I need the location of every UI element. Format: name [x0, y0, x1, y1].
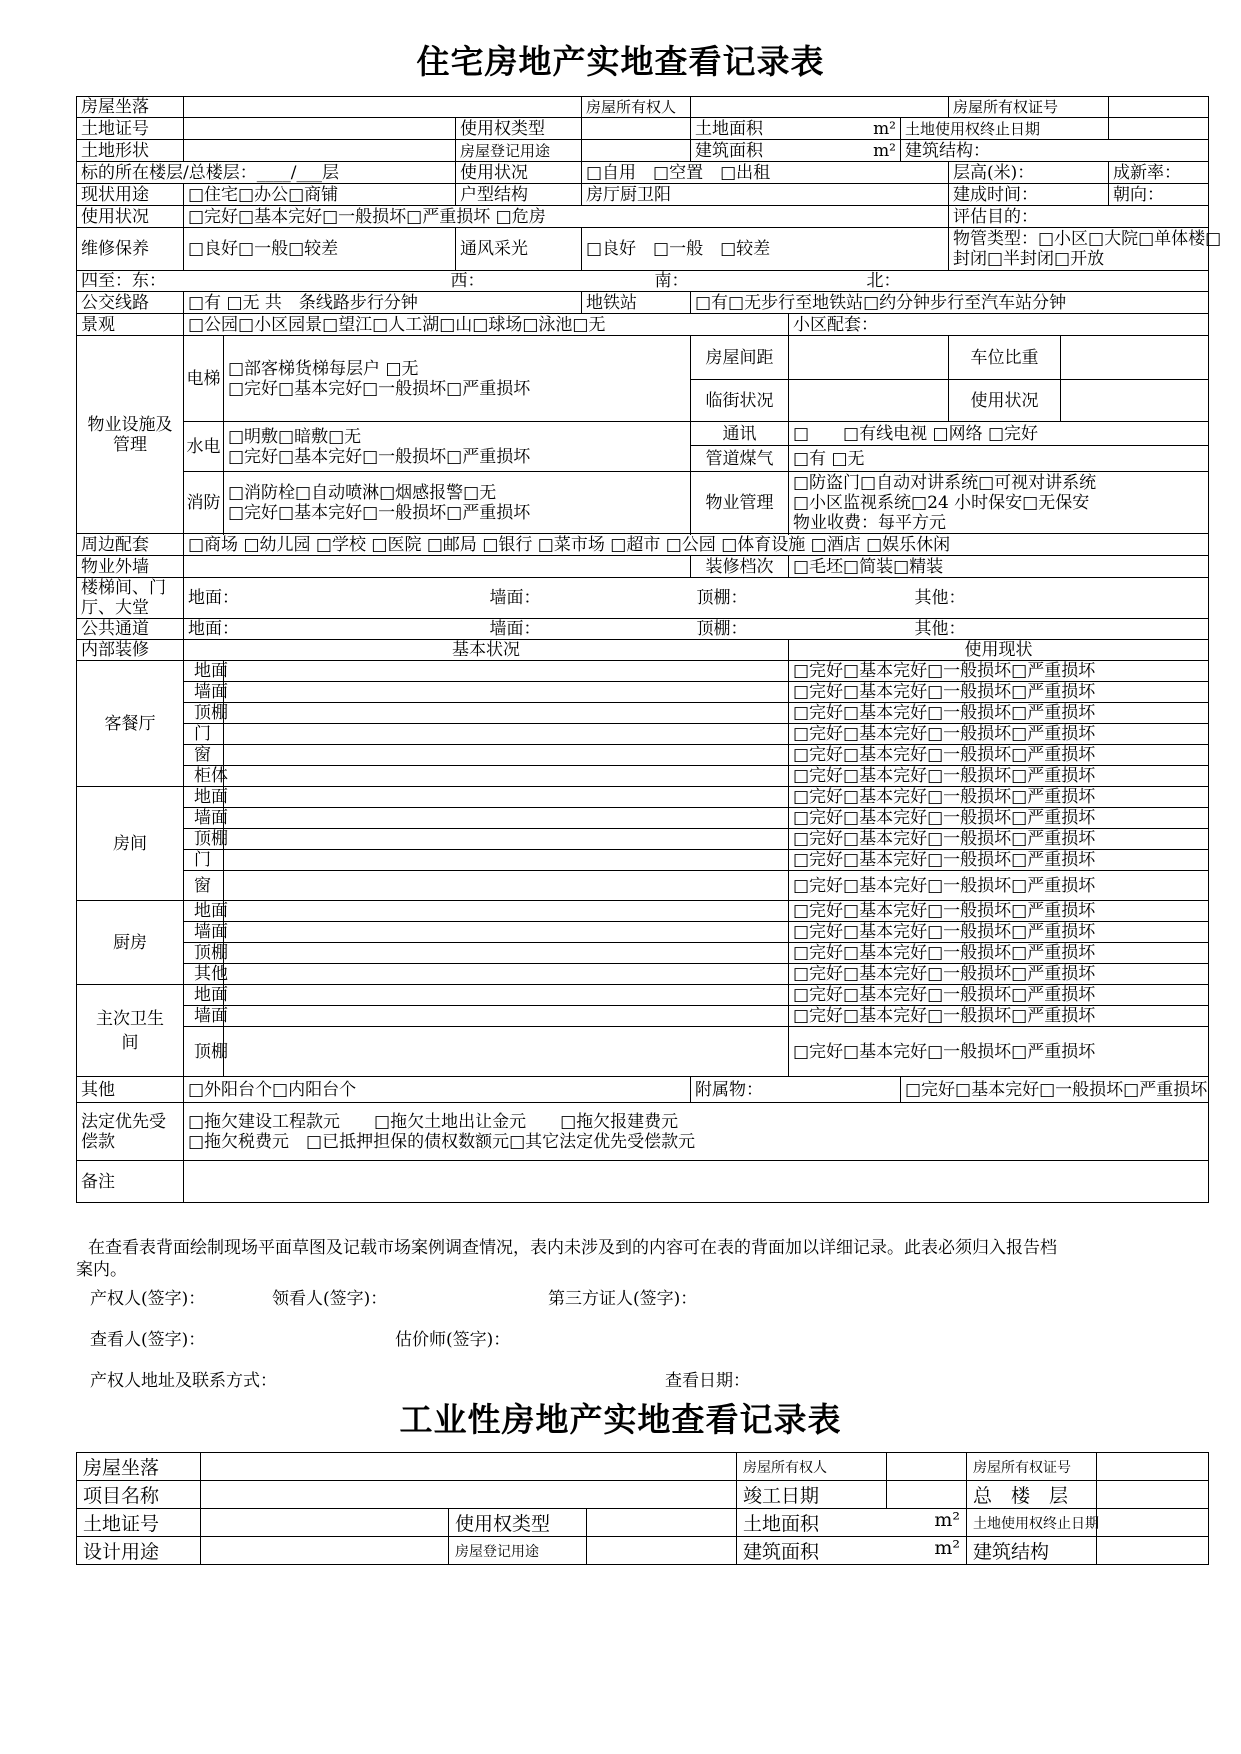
label-newness: 成新率：	[1109, 162, 1209, 184]
room-item-label: 其他	[184, 964, 224, 985]
room-condition-checkboxes[interactable]: □完好□基本完好□一般损坏□严重损坏	[789, 871, 1209, 901]
label-ind-location: 房屋坐落	[77, 1453, 201, 1481]
page-title-industrial: 工业性房地产实地查看记录表	[399, 1400, 842, 1439]
label-ind-floors: 总 楼 层	[967, 1481, 1097, 1509]
label-floor-level: 标的所在楼层/总楼层：____/___层	[77, 162, 456, 184]
room-item-label: 地面	[184, 985, 224, 1006]
checkbox-maintenance[interactable]: □良好□一般□较差	[184, 228, 456, 271]
input-ind-right-type[interactable]	[587, 1509, 737, 1537]
room-basic-condition-input[interactable]	[224, 901, 789, 922]
sig-guide[interactable]: 领看人(签字)：	[272, 1289, 388, 1309]
label-usage-status: 使用状况	[456, 162, 582, 184]
room-condition-checkboxes[interactable]: □完好□基本完好□一般损坏□严重损坏	[789, 745, 1209, 766]
checkbox-legal-priority[interactable]: □拖欠建设工程款元 □拖欠土地出让金元 □拖欠报建费元 □拖欠税费元 □已抵押担保的债权数额元□其它法定优先受偿款元	[184, 1103, 1209, 1161]
label-attachments: 附属物：	[691, 1077, 901, 1103]
corridor-row[interactable]: 地面： 墙面： 顶棚： 其他：	[184, 619, 1209, 640]
label-ind-right-type: 使用权类型	[449, 1509, 587, 1537]
room-basic-condition-input[interactable]	[224, 661, 789, 682]
label-usage-condition: 使用状况	[77, 206, 184, 228]
checkbox-management[interactable]: □防盗门□自动对讲系统□可视对讲系统 □小区监视系统□24 小时保安□无保安 物业收费：每平方元	[789, 472, 1209, 534]
label-usage: 使用状况	[949, 380, 1061, 422]
checkbox-usage-status[interactable]: □自用 □空置 □出租	[582, 162, 949, 184]
label-fire: 消防	[184, 472, 224, 534]
boundaries-row: 四至：东： 西： 南： 北：	[77, 271, 1209, 292]
room-condition-checkboxes[interactable]: □完好□基本完好□一般损坏□严重损坏	[789, 766, 1209, 787]
label-ind-cert: 房屋所有权证号	[967, 1453, 1097, 1481]
label-parking-ratio: 车位比重	[949, 336, 1061, 380]
label-lobby: 楼梯间、门厅、大堂	[77, 578, 184, 619]
input-registered-use[interactable]	[582, 140, 691, 162]
room-condition-checkboxes[interactable]: □完好□基本完好□一般损坏□严重损坏	[789, 787, 1209, 808]
label-orientation: 朝向：	[1109, 184, 1209, 206]
room-group-label: 主次卫生间	[77, 985, 184, 1077]
room-group-label: 客餐厅	[77, 661, 184, 787]
room-item-label: 窗	[184, 871, 224, 901]
label-exterior-wall: 物业外墙	[77, 556, 184, 578]
checkbox-decoration-grade[interactable]: □毛坯□简装□精装	[789, 556, 1209, 578]
instruction-note	[88, 1237, 1057, 1259]
label-ind-design-use: 设计用途	[77, 1537, 201, 1565]
input-ind-project[interactable]	[201, 1481, 737, 1509]
room-basic-condition-input[interactable]	[224, 1027, 789, 1077]
label-legal-priority: 法定优先受偿款	[77, 1103, 184, 1161]
room-condition-checkboxes[interactable]: □完好□基本完好□一般损坏□严重损坏	[789, 703, 1209, 724]
label-ind-land-cert: 土地证号	[77, 1509, 201, 1537]
room-condition-checkboxes[interactable]: □完好□基本完好□一般损坏□严重损坏	[789, 985, 1209, 1006]
label-ind-project: 项目名称	[77, 1481, 201, 1509]
checkbox-water-electric[interactable]: □明敷□暗敷□无 □完好□基本完好□一般损坏□严重损坏	[224, 422, 691, 472]
input-ind-registered-use[interactable]	[587, 1537, 737, 1565]
input-ind-design-use[interactable]	[201, 1537, 449, 1565]
room-item-label: 窗	[184, 745, 224, 766]
room-basic-condition-input[interactable]	[224, 943, 789, 964]
label-landscape: 景观	[77, 314, 184, 336]
label-current-use: 现状用途	[77, 184, 184, 206]
room-item-label: 地面	[184, 661, 224, 682]
label-right-type: 使用权类型	[456, 118, 582, 140]
checkbox-management-type[interactable]: 物管类型：□小区□大院□单体楼□ 封闭□半封闭□开放	[949, 228, 1209, 271]
input-street[interactable]	[789, 380, 949, 422]
sig-address[interactable]: 产权人地址及联系方式：	[90, 1371, 277, 1391]
label-purpose: 评估目的：	[949, 206, 1209, 228]
room-item-label: 门	[184, 850, 224, 871]
label-interior: 内部装修	[77, 640, 184, 661]
input-land-cert[interactable]	[184, 118, 456, 140]
label-community-facilities: 小区配套：	[789, 314, 1209, 336]
label-basic-condition: 基本状况	[184, 640, 789, 661]
room-item-label: 地面	[184, 787, 224, 808]
interior-rooms	[77, 661, 1209, 1077]
input-ind-structure[interactable]	[1097, 1537, 1209, 1565]
label-spacing: 房屋间距	[691, 336, 789, 380]
checkbox-elevator[interactable]: □部客梯货梯每层户 □无 □完好□基本完好□一般损坏□严重损坏	[224, 336, 691, 422]
input-right-type[interactable]	[582, 118, 691, 140]
checkbox-communication[interactable]: □ □有线电视 □网络 □完好	[789, 422, 1209, 446]
label-decoration-grade: 装修档次	[691, 556, 789, 578]
checkbox-surroundings[interactable]: □商场 □幼儿园 □学校 □医院 □邮局 □银行 □菜市场 □超市 □公园 □体育设施 □酒店 □娱乐休闲	[184, 534, 1209, 556]
room-condition-checkboxes[interactable]: □完好□基本完好□一般损坏□严重损坏	[789, 682, 1209, 703]
checkbox-usage-condition[interactable]: □完好□基本完好□一般损坏□严重损坏 □危房	[184, 206, 949, 228]
sig-appraiser[interactable]: 估价师(签字)：	[395, 1330, 511, 1350]
room-basic-condition-input[interactable]	[224, 787, 789, 808]
input-remarks[interactable]	[184, 1161, 1209, 1203]
room-basic-condition-input[interactable]	[224, 922, 789, 943]
label-layout: 户型结构	[456, 184, 582, 206]
label-registered-use: 房屋登记用途	[456, 140, 582, 162]
industrial-inspection-table	[76, 1452, 1209, 1565]
label-ownership-cert: 房屋所有权证号	[949, 97, 1109, 118]
label-land-area: 土地面积 m²	[691, 118, 901, 140]
label-ind-structure: 建筑结构	[967, 1537, 1097, 1565]
checkbox-gas[interactable]: □有 □无	[789, 446, 1209, 472]
room-basic-condition-input[interactable]	[224, 703, 789, 724]
sig-owner[interactable]: 产权人(签字)：	[90, 1289, 206, 1309]
label-land-term: 土地使用权终止日期	[901, 118, 1109, 140]
label-bus: 公交线路	[77, 292, 184, 314]
room-basic-condition-input[interactable]	[224, 808, 789, 829]
residential-inspection-table	[76, 96, 1222, 1203]
room-item-label: 墙面	[184, 808, 224, 829]
label-building-area: 建筑面积 m²	[691, 140, 901, 162]
instruction-line-1: 在查看表背面绘制现场平面草图及记载市场案例调查情况，表内未涉及到的内容可在表的背面加以详细记录。此表必须归入报告档	[88, 1238, 1057, 1258]
input-ind-cert[interactable]	[1097, 1453, 1209, 1481]
sig-inspector[interactable]: 查看人(签字)：	[90, 1330, 206, 1350]
label-elevator: 电梯	[184, 336, 224, 422]
room-basic-condition-input[interactable]	[224, 745, 789, 766]
room-condition-checkboxes[interactable]: □完好□基本完好□一般损坏□严重损坏	[789, 943, 1209, 964]
room-basic-condition-input[interactable]	[224, 682, 789, 703]
label-floor-height: 层高(米)：	[949, 162, 1109, 184]
sig-date[interactable]: 查看日期：	[665, 1371, 750, 1391]
label-land-cert: 土地证号	[77, 118, 184, 140]
room-condition-checkboxes[interactable]: □完好□基本完好□一般损坏□严重损坏	[789, 1006, 1209, 1027]
checkbox-current-use[interactable]: □住宅□办公□商铺	[184, 184, 456, 206]
input-usage[interactable]	[1061, 380, 1209, 422]
input-ind-completion[interactable]	[887, 1481, 967, 1509]
input-ind-floors[interactable]	[1097, 1481, 1209, 1509]
label-facilities: 物业设施及管理	[77, 336, 184, 534]
input-land-shape[interactable]	[184, 140, 456, 162]
checkbox-fire[interactable]: □消防栓□自动喷淋□烟感报警□无 □完好□基本完好□一般损坏□严重损坏	[224, 472, 691, 534]
room-basic-condition-input[interactable]	[224, 871, 789, 901]
room-condition-checkboxes[interactable]: □完好□基本完好□一般损坏□严重损坏	[789, 829, 1209, 850]
label-ind-owner: 房屋所有权人	[737, 1453, 887, 1481]
label-other: 其他	[77, 1077, 184, 1103]
instruction-line-2: 案内。	[76, 1260, 127, 1280]
room-condition-checkboxes[interactable]: □完好□基本完好□一般损坏□严重损坏	[789, 964, 1209, 985]
room-condition-checkboxes[interactable]: □完好□基本完好□一般损坏□严重损坏	[789, 850, 1209, 871]
checkbox-metro[interactable]: □有□无步行至地铁站□约分钟步行至汽车站分钟	[691, 292, 1209, 314]
page-title: 住宅房地产实地查看记录表	[416, 42, 825, 81]
input-exterior-wall[interactable]	[184, 556, 691, 578]
room-item-label: 顶棚	[184, 1027, 224, 1077]
room-group-label: 房间	[77, 787, 184, 901]
checkbox-bus[interactable]: □有 □无 共 条线路步行分钟	[184, 292, 582, 314]
room-condition-checkboxes[interactable]: □完好□基本完好□一般损坏□严重损坏	[789, 901, 1209, 922]
input-spacing[interactable]	[789, 336, 949, 380]
lobby-row[interactable]: 地面： 墙面： 顶棚： 其他：	[184, 578, 1209, 619]
sig-third[interactable]: 第三方证人(签字)：	[548, 1289, 698, 1309]
checkbox-landscape[interactable]: □公园□小区园景□望江□人工湖□山□球场□泳池□无	[184, 314, 789, 336]
input-ind-land-cert[interactable]	[201, 1509, 449, 1537]
room-item-label: 墙面	[184, 682, 224, 703]
room-basic-condition-input[interactable]	[224, 724, 789, 745]
room-condition-checkboxes[interactable]: □完好□基本完好□一般损坏□严重损坏	[789, 724, 1209, 745]
label-corridor: 公共通道	[77, 619, 184, 640]
label-owner: 房屋所有权人	[582, 97, 691, 118]
room-basic-condition-input[interactable]	[224, 766, 789, 787]
room-condition-checkboxes[interactable]: □完好□基本完好□一般损坏□严重损坏	[789, 1027, 1209, 1077]
room-item-label: 墙面	[184, 1006, 224, 1027]
label-property-location: 房屋坐落	[77, 97, 184, 118]
label-maintenance: 维修保养	[77, 228, 184, 271]
room-condition-checkboxes[interactable]: □完好□基本完好□一般损坏□严重损坏	[789, 922, 1209, 943]
room-item-label: 顶棚	[184, 829, 224, 850]
label-ind-land-term: 土地使用权终止日期	[967, 1509, 1097, 1537]
label-structure: 建筑结构：	[901, 140, 1209, 162]
input-owner[interactable]	[691, 97, 949, 118]
room-basic-condition-input[interactable]	[224, 850, 789, 871]
label-water-electric: 水电	[184, 422, 224, 472]
input-land-term[interactable]	[1109, 118, 1209, 140]
label-land-shape: 土地形状	[77, 140, 184, 162]
room-basic-condition-input[interactable]	[224, 829, 789, 850]
label-built-time: 建成时间：	[949, 184, 1109, 206]
room-item-label: 顶棚	[184, 943, 224, 964]
input-ind-location[interactable]	[201, 1453, 737, 1481]
label-metro: 地铁站	[582, 292, 691, 314]
value-layout[interactable]: 房厅厨卫阳	[582, 184, 949, 206]
room-basic-condition-input[interactable]	[224, 964, 789, 985]
checkbox-attachments-condition[interactable]: □完好□基本完好□一般损坏□严重损坏	[901, 1077, 1209, 1103]
checkbox-balcony[interactable]: □外阳台个□内阳台个	[184, 1077, 691, 1103]
input-ownership-cert[interactable]	[1109, 97, 1209, 118]
room-group-label: 厨房	[77, 901, 184, 985]
label-communication: 通讯	[691, 422, 789, 446]
input-property-location[interactable]	[184, 97, 582, 118]
room-item-label: 墙面	[184, 922, 224, 943]
room-item-label: 顶棚	[184, 703, 224, 724]
label-ind-land-area: 土地面积 m²	[737, 1509, 967, 1537]
checkbox-ventilation[interactable]: □良好 □一般 □较差	[582, 228, 949, 271]
room-item-label: 门	[184, 724, 224, 745]
room-condition-checkboxes[interactable]: □完好□基本完好□一般损坏□严重损坏	[789, 808, 1209, 829]
label-ind-registered-use: 房屋登记用途	[449, 1537, 587, 1565]
input-ind-owner[interactable]	[887, 1453, 967, 1481]
label-street: 临街状况	[691, 380, 789, 422]
room-condition-checkboxes[interactable]: □完好□基本完好□一般损坏□严重损坏	[789, 661, 1209, 682]
label-ventilation: 通风采光	[456, 228, 582, 271]
label-management: 物业管理	[691, 472, 789, 534]
room-basic-condition-input[interactable]	[224, 1006, 789, 1027]
room-item-label: 地面	[184, 901, 224, 922]
input-parking-ratio[interactable]	[1061, 336, 1209, 380]
label-current-condition: 使用现状	[789, 640, 1209, 661]
label-ind-completion: 竣工日期	[737, 1481, 887, 1509]
room-item-label: 柜体	[184, 766, 224, 787]
input-ind-land-term[interactable]	[1097, 1509, 1209, 1537]
label-remarks: 备注	[77, 1161, 184, 1203]
label-surroundings: 周边配套	[77, 534, 184, 556]
room-basic-condition-input[interactable]	[224, 985, 789, 1006]
label-gas: 管道煤气	[691, 446, 789, 472]
label-ind-building-area: 建筑面积 m²	[737, 1537, 967, 1565]
